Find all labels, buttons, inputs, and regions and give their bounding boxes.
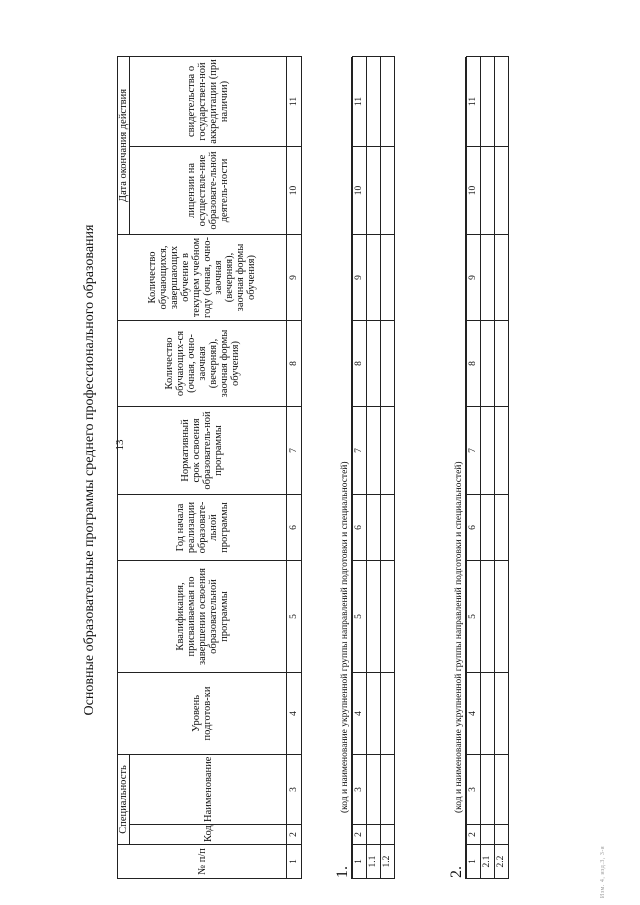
table-cell (381, 235, 395, 321)
table-cell (495, 755, 509, 825)
col-number: 8 (467, 321, 481, 407)
footer-stamp: Изм. 4, изд.3, 3-я (600, 845, 606, 899)
table-cell (381, 673, 395, 755)
table-cell (481, 561, 495, 673)
table-cell (367, 825, 381, 845)
table-cell (481, 57, 495, 147)
col-number: 2 (287, 825, 302, 845)
section-caption: (код и наименование укрупненной группы направлений подготовки и специальностей) (338, 57, 352, 879)
table-cell (495, 235, 509, 321)
col-number: 5 (353, 561, 367, 673)
col-number: 1 (287, 845, 302, 879)
row-label: 2.2 (495, 845, 509, 879)
main-table (117, 57, 302, 879)
col-number: 3 (287, 754, 302, 824)
table-cell (381, 561, 395, 673)
col-number: 9 (353, 235, 367, 321)
header-name: Наименование (130, 754, 287, 824)
table-cell (381, 407, 395, 495)
table-cell (381, 495, 395, 561)
table-cell (481, 495, 495, 561)
table-cell (367, 495, 381, 561)
table-cell (367, 235, 381, 321)
col-number: 1 (467, 845, 481, 879)
section-index: 1. (334, 866, 351, 878)
header-license: лицензии на осуществле-ние образовате-льной деятель-ности (130, 146, 287, 234)
col-number: 4 (467, 673, 481, 755)
col-number: 2 (467, 825, 481, 845)
col-number: 11 (287, 56, 302, 146)
header-qualification: Квалификация, присваиваемая по завершении освоения образовательной программы (118, 560, 287, 672)
header-code: Код (130, 825, 287, 845)
col-number: 4 (287, 672, 302, 754)
header-level: Уровень подготов-ки (118, 672, 287, 754)
col-number: 7 (287, 406, 302, 494)
col-number: 6 (287, 494, 302, 560)
table-cell (481, 825, 495, 845)
row-label: 2.1 (481, 845, 495, 879)
page-number: 13 (114, 439, 126, 451)
table-cell (381, 321, 395, 407)
table-cell (481, 755, 495, 825)
col-number: 7 (467, 407, 481, 495)
table-cell (495, 407, 509, 495)
section-index: 2. (448, 866, 465, 878)
table-cell (495, 57, 509, 147)
col-number: 5 (467, 561, 481, 673)
table-cell (495, 321, 509, 407)
table-cell (381, 825, 395, 845)
col-number: 2 (353, 825, 367, 845)
table-cell (495, 495, 509, 561)
col-number: 10 (467, 147, 481, 235)
header-num: № п/п (118, 845, 287, 879)
row-label: 1.2 (381, 845, 395, 879)
table-cell (367, 673, 381, 755)
col-number: 10 (287, 146, 302, 234)
col-number: 6 (353, 495, 367, 561)
row-label: 1.1 (367, 845, 381, 879)
table-cell (495, 825, 509, 845)
table-cell (481, 673, 495, 755)
col-number: 9 (287, 234, 302, 320)
table-cell (381, 147, 395, 235)
header-accreditation: свидетельства о государствен-ной аккредитации (при наличии) (130, 56, 287, 146)
table-cell (381, 57, 395, 147)
header-students: Количество обучающих-ся (очная, очно-заочная (вечерняя), заочная формы обучения) (118, 320, 287, 406)
table-cell (481, 321, 495, 407)
section-2 (452, 57, 510, 879)
table-cell (367, 407, 381, 495)
table-cell (367, 57, 381, 147)
table-cell (495, 673, 509, 755)
header-start-year: Год начала реализации образовате-льной программы (118, 494, 287, 560)
table-cell (481, 147, 495, 235)
table-cell (367, 561, 381, 673)
col-number: 11 (467, 57, 481, 147)
col-number: 5 (287, 560, 302, 672)
header-specialty: Специальность (118, 754, 130, 844)
document-title: Основные образовательные программы среднего профессионального образования (82, 224, 97, 716)
section-caption: (код и наименование укрупненной группы направлений подготовки и специальностей) (452, 57, 466, 879)
col-number: 9 (467, 235, 481, 321)
col-number: 1 (353, 845, 367, 879)
header-end-date: Дата окончания действия (118, 56, 130, 234)
col-number: 7 (353, 407, 367, 495)
col-number: 11 (353, 57, 367, 147)
table-cell (367, 147, 381, 235)
header-graduates: Количество обучающихся, завершающих обучение в текущем учебном году (очная, очно-заочная (вечерняя), заочная формы обучения) (118, 234, 287, 320)
col-number: 8 (287, 320, 302, 406)
col-number: 6 (467, 495, 481, 561)
table-cell (495, 147, 509, 235)
header-term: Нормативный срок освоения образователь-ной программы (118, 406, 287, 494)
table-cell (495, 561, 509, 673)
col-number: 3 (467, 755, 481, 825)
table-cell (381, 755, 395, 825)
section-1 (338, 57, 396, 879)
table-cell (367, 755, 381, 825)
col-number: 4 (353, 673, 367, 755)
col-number: 8 (353, 321, 367, 407)
col-number: 3 (353, 755, 367, 825)
table-cell (481, 235, 495, 321)
table-cell (367, 321, 381, 407)
col-number: 10 (353, 147, 367, 235)
table-cell (481, 407, 495, 495)
